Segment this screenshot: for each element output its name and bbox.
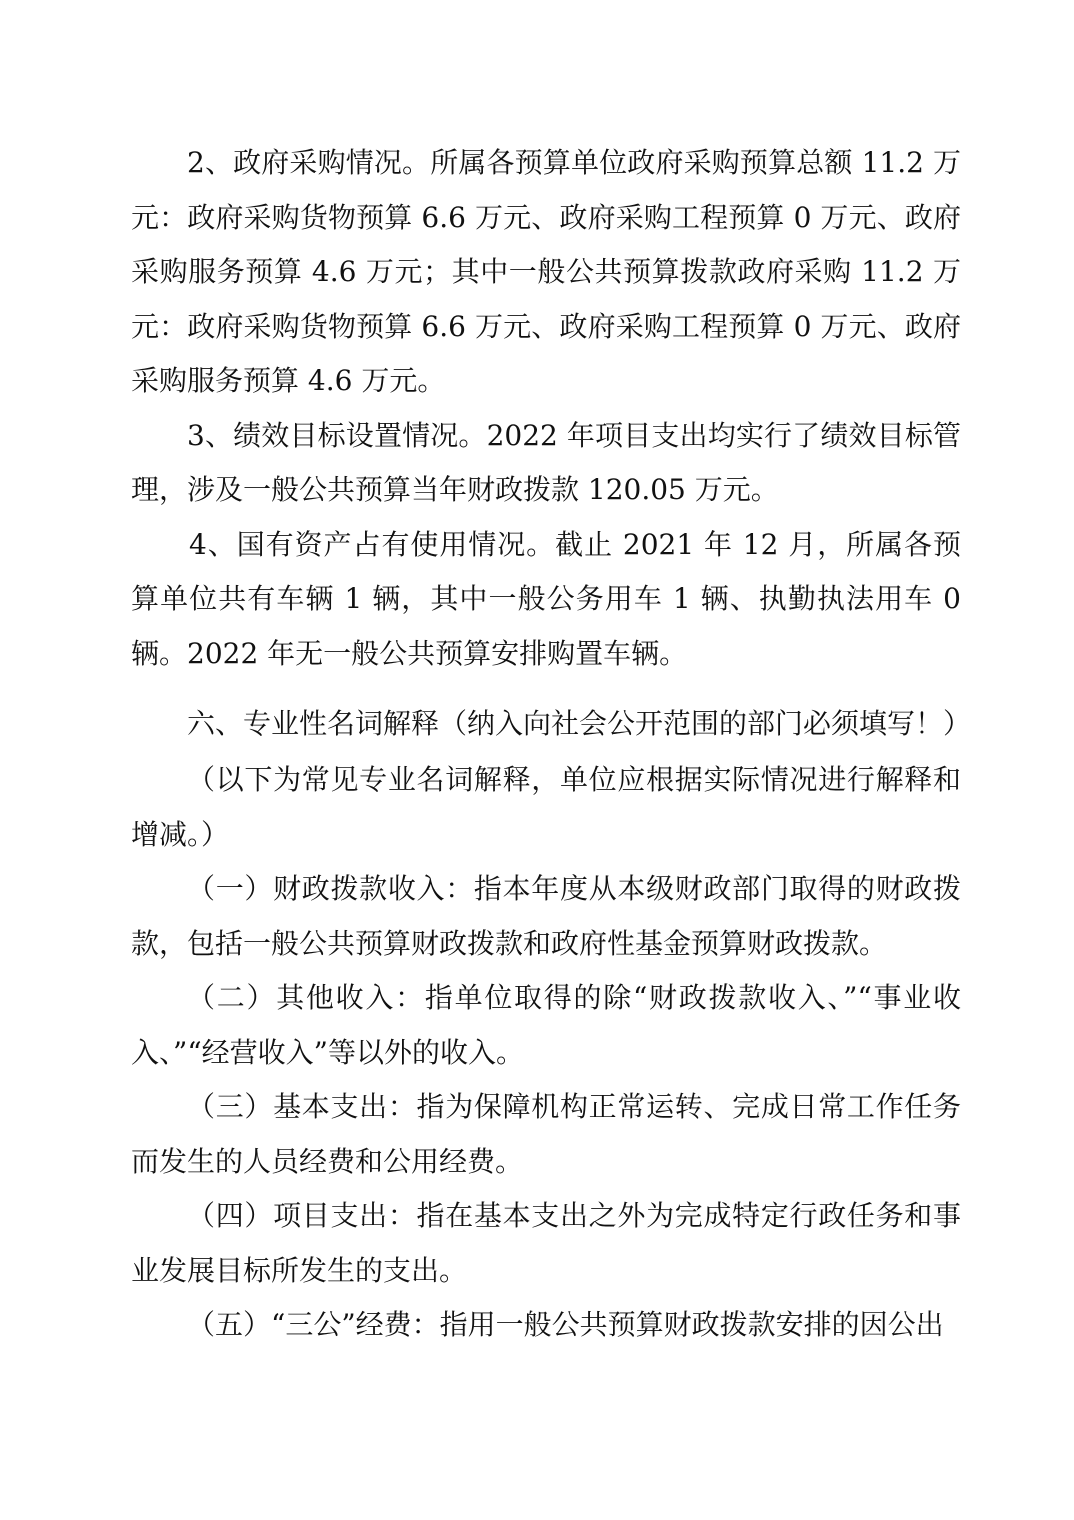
- term-fiscal-appropriation-income: （一）财政拨款收入：指本年度从本级财政部门取得的财政拨款，包括一般公共预算财政拨款和政府性基金预算财政拨款。: [131, 872, 961, 960]
- paragraph-government-procurement: 2、政府采购情况。所属各预算单位政府采购预算总额 11.2 万元：政府采购货物预算 6.6 万元、政府采购工程预算 0 万元、政府采购服务预算 4.6 万元；其中一般公共预算拨款政府采购 11.2 万元：政府采购货物预算 6.6 万元、政府采购工程预算 0 万元、政府采购服务预算 4.6 万元。: [131, 146, 961, 397]
- term-project-expenditure: （四）项目支出：指在基本支出之外为完成特定行政任务和事业发展目标所发生的支出。: [131, 1199, 961, 1287]
- paragraph-state-assets: 4、国有资产占有使用情况。截止 2021 年 12 月，所属各预算单位共有车辆 1 辆，其中一般公务用车 1 辆、执勤执法用车 0 辆。2022 年无一般公共预算安排购置车辆。: [131, 527, 961, 670]
- term-other-income: （二）其他收入：指单位取得的除“财政拨款收入、”“事业收入、”“经营收入”等以外的收入。: [131, 981, 961, 1069]
- term-three-public-expenses: （五）“三公”经费：指用一般公共预算财政拨款安排的因公出: [187, 1308, 944, 1341]
- document-body: [131, 136, 972, 1353]
- section-heading-terms: 六、专业性名词解释（纳入向社会公开范围的部门必须填写！）: [187, 707, 972, 740]
- term-basic-expenditure: （三）基本支出：指为保障机构正常运转、完成日常工作任务而发生的人员经费和公用经费。: [131, 1090, 961, 1178]
- section-note: （以下为常见专业名词解释，单位应根据实际情况进行解释和增减。）: [131, 763, 961, 851]
- paragraph-performance-targets: 3、绩效目标设置情况。2022 年项目支出均实行了绩效目标管理，涉及一般公共预算当年财政拨款 120.05 万元。: [131, 418, 961, 506]
